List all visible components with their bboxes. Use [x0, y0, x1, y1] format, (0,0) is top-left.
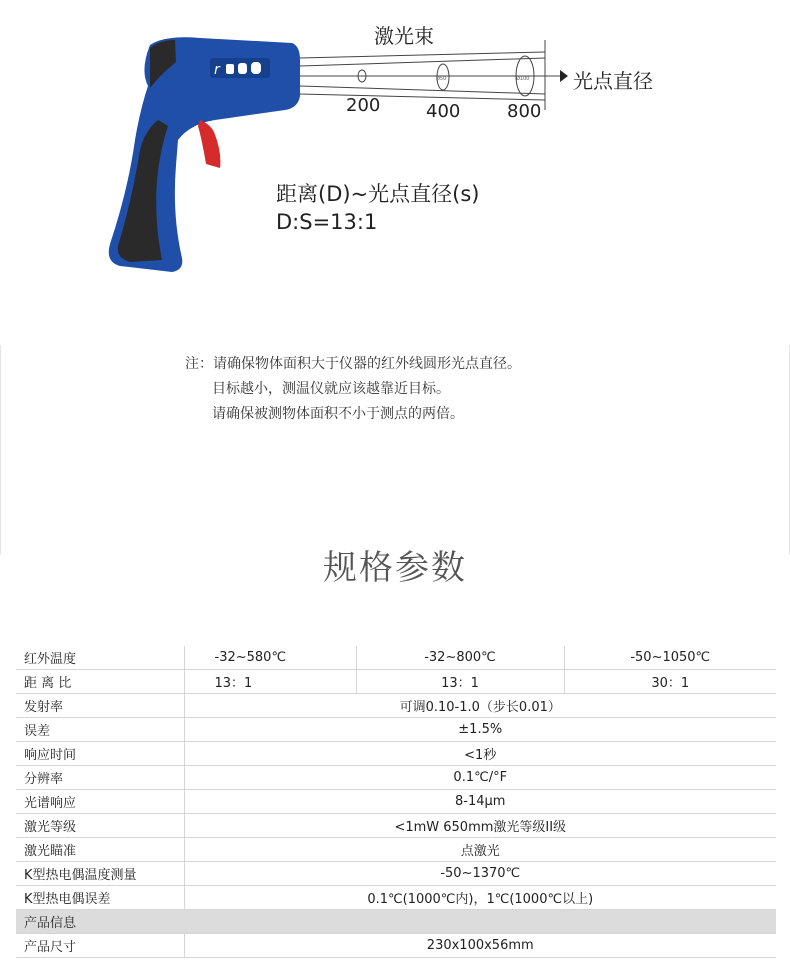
spec-value: -32~800℃: [356, 646, 564, 670]
table-row: [16, 670, 776, 694]
distance-400: 400: [426, 101, 461, 122]
spec-label: 激光等级: [16, 814, 184, 838]
spec-label: K型热电偶温度测量: [16, 862, 184, 886]
table-group-header: [16, 910, 776, 934]
note-line-3: 请确保被测物体面积不小于测点的两倍。: [212, 406, 464, 422]
formula-line-1: 距离(D)~光点直径(s): [276, 182, 480, 206]
thermometer-gun: [109, 37, 300, 272]
product-diagram: [0, 0, 790, 340]
spec-value: 30：1: [564, 670, 776, 694]
note-line-2: 目标越小，测温仪就应该越靠近目标。: [212, 381, 450, 397]
svg-text:r: r: [214, 62, 220, 78]
table-row: [16, 694, 776, 718]
spec-label: 响应时间: [16, 742, 184, 766]
spec-label: 距 离 比: [16, 670, 184, 694]
spec-value: -50~1370℃: [184, 862, 776, 886]
spec-value: -50~1050℃: [564, 646, 776, 670]
spec-value: 13：1: [356, 670, 564, 694]
table-row: [16, 742, 776, 766]
spec-table: [16, 646, 776, 958]
spot-diameter-label: 光点直径: [573, 69, 653, 93]
table-row: [16, 934, 776, 958]
table-row: [16, 718, 776, 742]
beam-label: 激光束: [374, 24, 434, 48]
spec-value: -32~580℃: [184, 646, 356, 670]
spec-value: ±1.5%: [184, 718, 776, 742]
table-row: [16, 862, 776, 886]
spec-value: 13：1: [184, 670, 356, 694]
distance-200: 200: [346, 95, 381, 116]
spec-label: 激光瞄准: [16, 838, 184, 862]
spot-mark-100: Ø100: [516, 76, 530, 82]
spot-mark-50: Ø50: [436, 76, 447, 82]
spec-value: 230x100x56mm: [184, 934, 776, 958]
spec-label: 产品尺寸: [16, 934, 184, 958]
spec-value: 8-14μm: [184, 790, 776, 814]
table-row: [16, 886, 776, 910]
table-row: [16, 838, 776, 862]
spec-value: 可调0.10-1.0（步长0.01）: [184, 694, 776, 718]
spec-label: 误差: [16, 718, 184, 742]
spec-label: 分辨率: [16, 766, 184, 790]
ds-formula: [276, 180, 479, 236]
arrow-right-icon: [560, 70, 568, 82]
spec-value: <1秒: [184, 742, 776, 766]
group-header-label: 产品信息: [16, 910, 776, 934]
table-row: [16, 766, 776, 790]
spec-value: 点激光: [184, 838, 776, 862]
section-title: 规格参数: [323, 548, 467, 588]
spec-label: 红外温度: [16, 646, 184, 670]
spec-value: 0.1℃(1000℃内)，1℃(1000℃以上): [184, 886, 776, 910]
spec-value: 0.1℃/°F: [184, 766, 776, 790]
table-row: [16, 814, 776, 838]
laser-beam: [300, 40, 560, 110]
table-row: [16, 790, 776, 814]
formula-line-2: D:S=13:1: [276, 210, 378, 234]
spec-value: <1mW 650mm激光等级II级: [184, 814, 776, 838]
table-row: [16, 646, 776, 670]
spec-label: 光谱响应: [16, 790, 184, 814]
spec-label: 发射率: [16, 694, 184, 718]
spec-label: K型热电偶误差: [16, 886, 184, 910]
note-line-1: 注：请确保物体面积大于仪器的红外线圆形光点直径。: [185, 356, 521, 372]
divider-left: [0, 345, 1, 555]
notes-block: [185, 352, 521, 427]
distance-800: 800: [507, 101, 542, 122]
thermometer-illustration: [0, 0, 790, 340]
